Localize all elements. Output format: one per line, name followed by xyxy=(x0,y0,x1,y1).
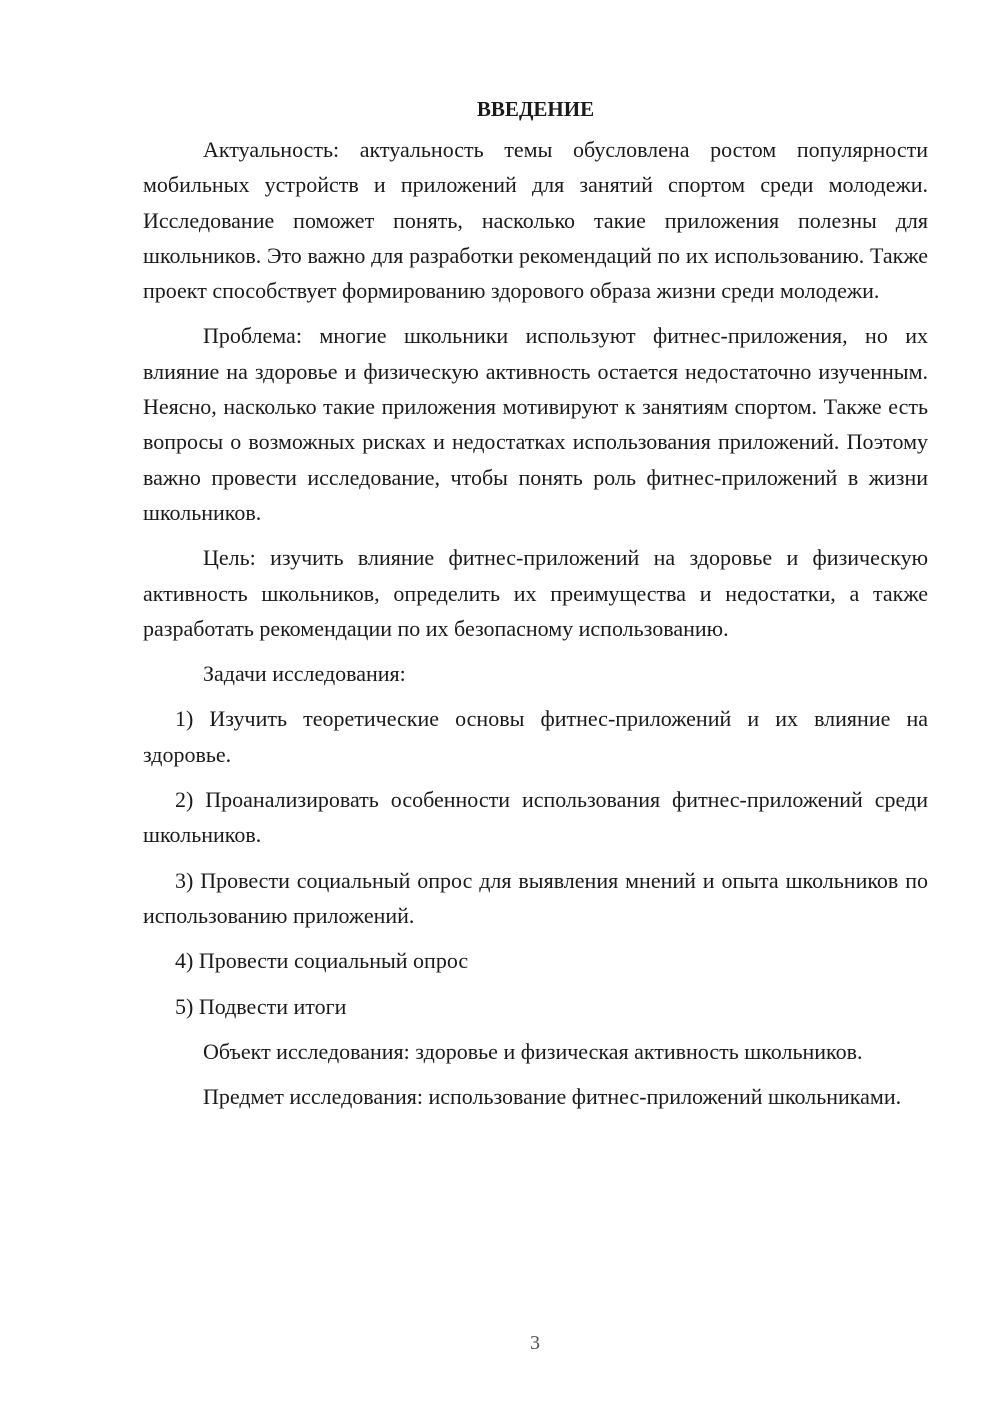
task-item-3: 3) Провести социальный опрос для выявления мнений и опыта школьников по использованию приложений. xyxy=(143,867,928,928)
task-item-5: 5) Подвести итоги xyxy=(175,993,347,1019)
object-paragraph: Объект исследования: здоровье и физическая активность школьников. xyxy=(203,1038,863,1064)
task-item-2: 2) Проанализировать особенности использования фитнес-приложений среди школьников. xyxy=(143,787,928,848)
document-page xyxy=(143,92,928,1124)
tasks-heading: Задачи исследования: xyxy=(203,661,406,687)
task-item-1: 1) Изучить теоретические основы фитнес-приложений и их влияние на здоровье. xyxy=(143,706,928,767)
goal-paragraph: Цель: изучить влияние фитнес-приложений на здоровье и физическую активность школьников, определить их преимущества и недостатки, а также разработать рекомендации по их безопасному использованию. xyxy=(143,545,928,641)
relevance-paragraph: Актуальность: актуальность темы обусловлена ростом популярности мобильных устройств и приложений для занятий спортом среди молодежи. Исследование поможет понять, насколько такие приложения полезны для школьников. Это важно для разработки рекомендаций по их использованию. Также проект способствует формированию здорового образа жизни среди молодежи. xyxy=(143,137,928,304)
page-title: ВВЕДЕНИЕ xyxy=(476,97,595,121)
page-number: 3 xyxy=(530,1332,540,1354)
task-item-4: 4) Провести социальный опрос xyxy=(175,948,469,974)
subject-paragraph: Предмет исследования: использование фитнес-приложений школьниками. xyxy=(203,1084,902,1110)
problem-paragraph: Проблема: многие школьники используют фитнес-приложения, но их влияние на здоровье и физическую активность остается недостаточно изученным. Неясно, насколько такие приложения мотивируют к занятиям спортом. Также есть вопросы о возможных рисках и недостатках использования приложений. Поэтому важно провести исследование, чтобы понять роль фитнес-приложений в жизни школьников. xyxy=(143,323,928,525)
